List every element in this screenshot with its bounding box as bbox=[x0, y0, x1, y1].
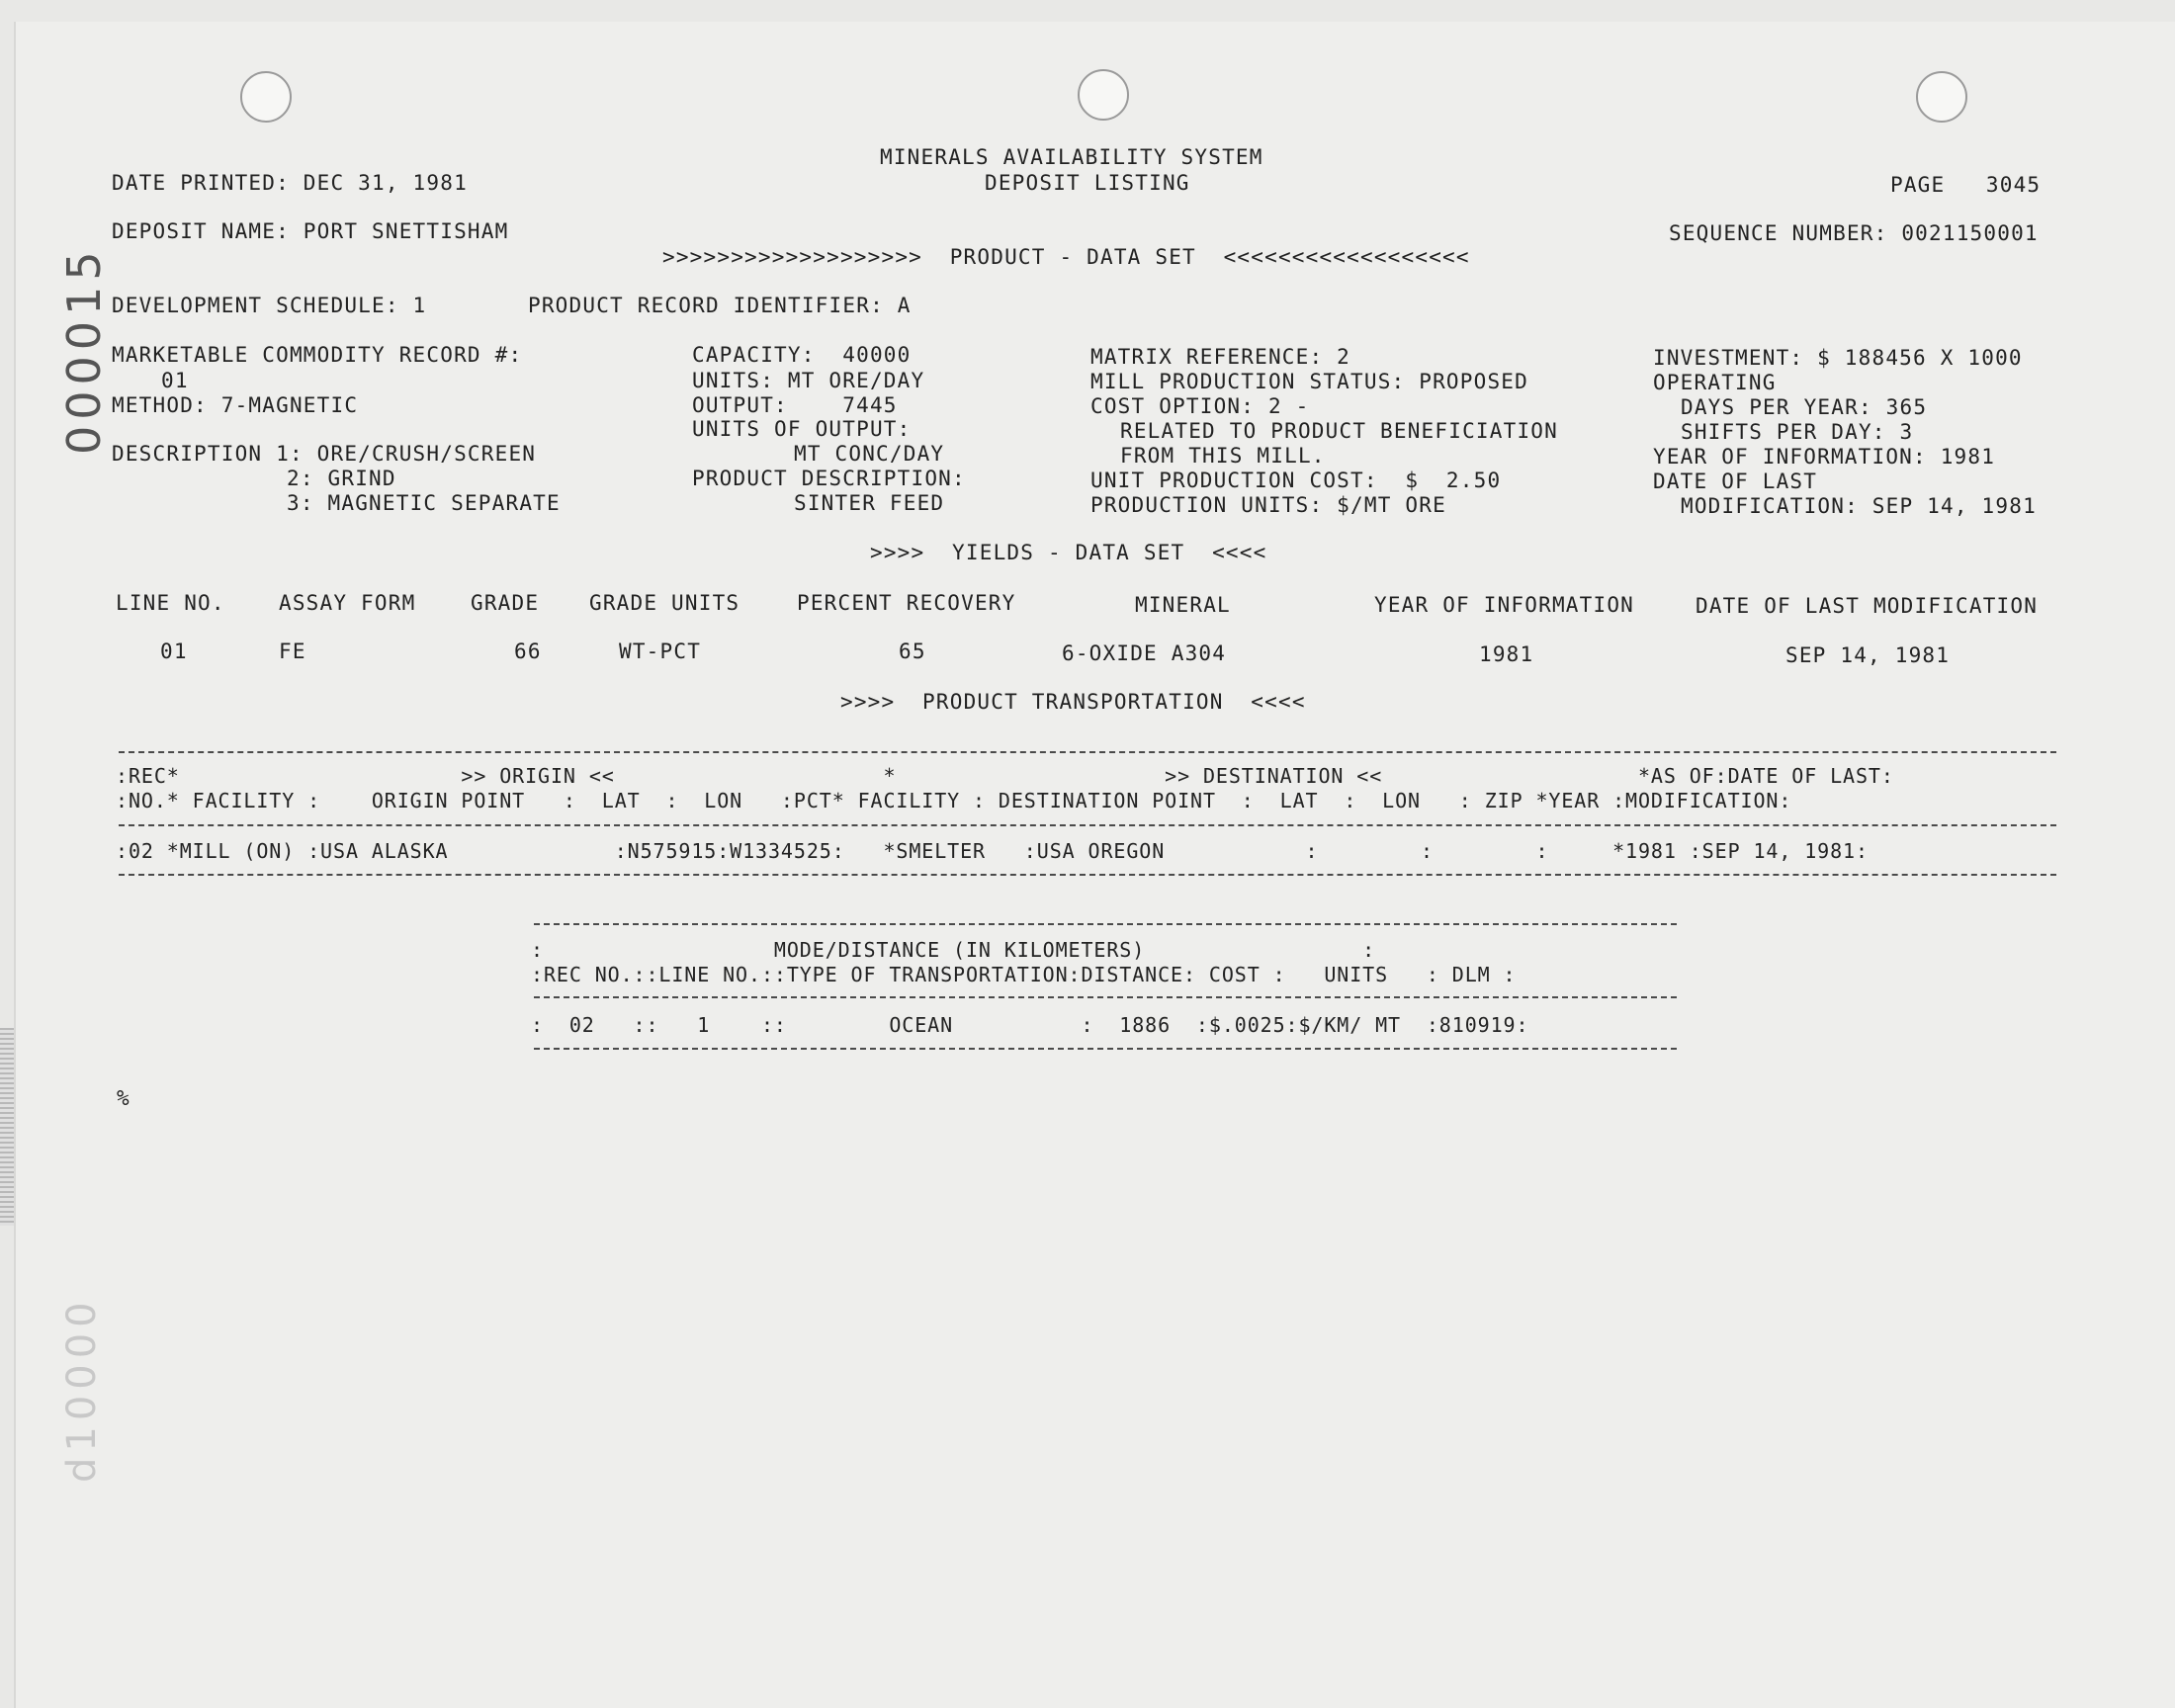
yields-header-assay-form: ASSAY FORM bbox=[279, 591, 416, 615]
product-data-set-banner: >>>>>>>>>>>>>>>>>>> PRODUCT - DATA SET <<<<<<<<<<<<<<<<<< bbox=[662, 245, 1470, 269]
mode-header-row: :REC NO.::LINE NO.::TYPE OF TRANSPORTATION:DISTANCE: COST : UNITS : DLM : bbox=[531, 963, 1517, 986]
investment: INVESTMENT: $ 188456 X 1000 bbox=[1653, 346, 2023, 370]
shifts-per-day: SHIFTS PER DAY: 3 bbox=[1681, 420, 1914, 444]
transport-header-line-2: :NO.* FACILITY : ORIGIN POINT : LAT : LON :PCT* FACILITY : DESTINATION POINT : LAT : LON : ZIP *YEAR :MODIFICATION: bbox=[116, 789, 1792, 812]
operating-label: OPERATING bbox=[1653, 371, 1777, 394]
production-units: PRODUCTION UNITS: $/MT ORE bbox=[1090, 493, 1446, 517]
transportation-banner: >>>> PRODUCT TRANSPORTATION <<<< bbox=[840, 690, 1306, 714]
units-of-output-label: UNITS OF OUTPUT: bbox=[692, 417, 912, 441]
yields-header-grade-units: GRADE UNITS bbox=[589, 591, 740, 615]
footer-percent-mark: % bbox=[117, 1086, 130, 1110]
product-description-label: PRODUCT DESCRIPTION: bbox=[692, 467, 966, 490]
date-of-last-label: DATE OF LAST bbox=[1653, 470, 1818, 493]
description-1: DESCRIPTION 1: ORE/CRUSH/SCREEN bbox=[112, 442, 537, 466]
mode-title-row: : MODE/DISTANCE (IN KILOMETERS) : bbox=[531, 938, 1376, 962]
yields-row-grade: 66 bbox=[514, 640, 542, 663]
deposit-name: DEPOSIT NAME: PORT SNETTISHAM bbox=[112, 219, 509, 243]
sequence-number: SEQUENCE NUMBER: 0021150001 bbox=[1669, 221, 2039, 245]
units-of-output-value: MT CONC/DAY bbox=[794, 442, 945, 466]
punch-hole-center bbox=[1078, 69, 1129, 121]
margin-stamp: 000015 bbox=[57, 245, 111, 455]
capacity-units: UNITS: MT ORE/DAY bbox=[692, 369, 925, 392]
mode-rule-bottom bbox=[534, 1048, 1677, 1050]
yields-header-year: YEAR OF INFORMATION bbox=[1374, 593, 1635, 617]
commodity-record-label: MARKETABLE COMMODITY RECORD #: bbox=[112, 343, 523, 367]
yields-banner: >>>> YIELDS - DATA SET <<<< bbox=[870, 541, 1267, 564]
commodity-record-value: 01 bbox=[161, 369, 189, 392]
mode-rule-mid bbox=[534, 996, 1677, 998]
product-description-value: SINTER FEED bbox=[794, 491, 945, 515]
punch-hole-left bbox=[240, 71, 292, 123]
cost-option-detail-2: FROM THIS MILL. bbox=[1120, 444, 1326, 468]
days-per-year: DAYS PER YEAR: 365 bbox=[1681, 395, 1928, 419]
modification-date: MODIFICATION: SEP 14, 1981 bbox=[1681, 494, 2037, 518]
yields-row-date-modified: SEP 14, 1981 bbox=[1785, 643, 1951, 667]
yields-header-percent-recovery: PERCENT RECOVERY bbox=[797, 591, 1016, 615]
description-3: 3: MAGNETIC SEPARATE bbox=[287, 491, 561, 515]
year-of-information: YEAR OF INFORMATION: 1981 bbox=[1653, 445, 1996, 469]
system-title: MINERALS AVAILABILITY SYSTEM bbox=[880, 145, 1263, 169]
mill-production-status: MILL PRODUCTION STATUS: PROPOSED bbox=[1090, 370, 1528, 393]
development-schedule: DEVELOPMENT SCHEDULE: 1 bbox=[112, 294, 427, 317]
cost-option: COST OPTION: 2 - bbox=[1090, 394, 1310, 418]
mode-rule-top bbox=[534, 923, 1677, 925]
cost-option-detail-1: RELATED TO PRODUCT BENEFICIATION bbox=[1120, 419, 1558, 443]
transport-rule-top bbox=[119, 751, 2056, 753]
yields-header-grade: GRADE bbox=[471, 591, 540, 615]
product-record-identifier: PRODUCT RECORD IDENTIFIER: A bbox=[528, 294, 912, 317]
output: OUTPUT: 7445 bbox=[692, 393, 898, 417]
unit-production-cost: UNIT PRODUCTION COST: $ 2.50 bbox=[1090, 469, 1502, 492]
mode-data-row: : 02 :: 1 :: OCEAN : 1886 :$.0025:$/KM/ MT :810919: bbox=[531, 1013, 1529, 1037]
page-edge-shadow bbox=[0, 1028, 14, 1226]
method: METHOD: 7-MAGNETIC bbox=[112, 393, 359, 417]
yields-row-assay-form: FE bbox=[279, 640, 306, 663]
transport-rule-bottom bbox=[119, 874, 2056, 876]
matrix-reference: MATRIX REFERENCE: 2 bbox=[1090, 345, 1351, 369]
page-number: PAGE 3045 bbox=[1890, 173, 2042, 197]
date-printed: DATE PRINTED: DEC 31, 1981 bbox=[112, 171, 468, 195]
transport-rule-mid bbox=[119, 824, 2056, 826]
yields-header-line-no: LINE NO. bbox=[116, 591, 225, 615]
yields-row-percent-recovery: 65 bbox=[899, 640, 926, 663]
yields-header-mineral: MINERAL bbox=[1135, 593, 1231, 617]
transport-header-line-1: :REC* >> ORIGIN << * >> DESTINATION << *AS OF:DATE OF LAST: bbox=[116, 764, 1894, 788]
margin-stamp-faint: d10000 bbox=[59, 1296, 105, 1483]
description-2: 2: GRIND bbox=[287, 467, 396, 490]
yields-header-date-modified: DATE OF LAST MODIFICATION bbox=[1696, 594, 2039, 618]
printout-sheet bbox=[14, 22, 2175, 1708]
listing-title: DEPOSIT LISTING bbox=[985, 171, 1190, 195]
transport-data-row: :02 *MILL (ON) :USA ALASKA :N575915:W1334525: *SMELTER :USA OREGON : : : *1981 :SEP 14, 1981: bbox=[116, 839, 1869, 863]
capacity: CAPACITY: 40000 bbox=[692, 343, 912, 367]
punch-hole-right bbox=[1916, 71, 1967, 123]
yields-row-mineral: 6-OXIDE A304 bbox=[1062, 641, 1227, 665]
yields-row-year: 1981 bbox=[1479, 642, 1534, 666]
yields-row-grade-units: WT-PCT bbox=[619, 640, 702, 663]
yields-row-line-no: 01 bbox=[160, 640, 188, 663]
